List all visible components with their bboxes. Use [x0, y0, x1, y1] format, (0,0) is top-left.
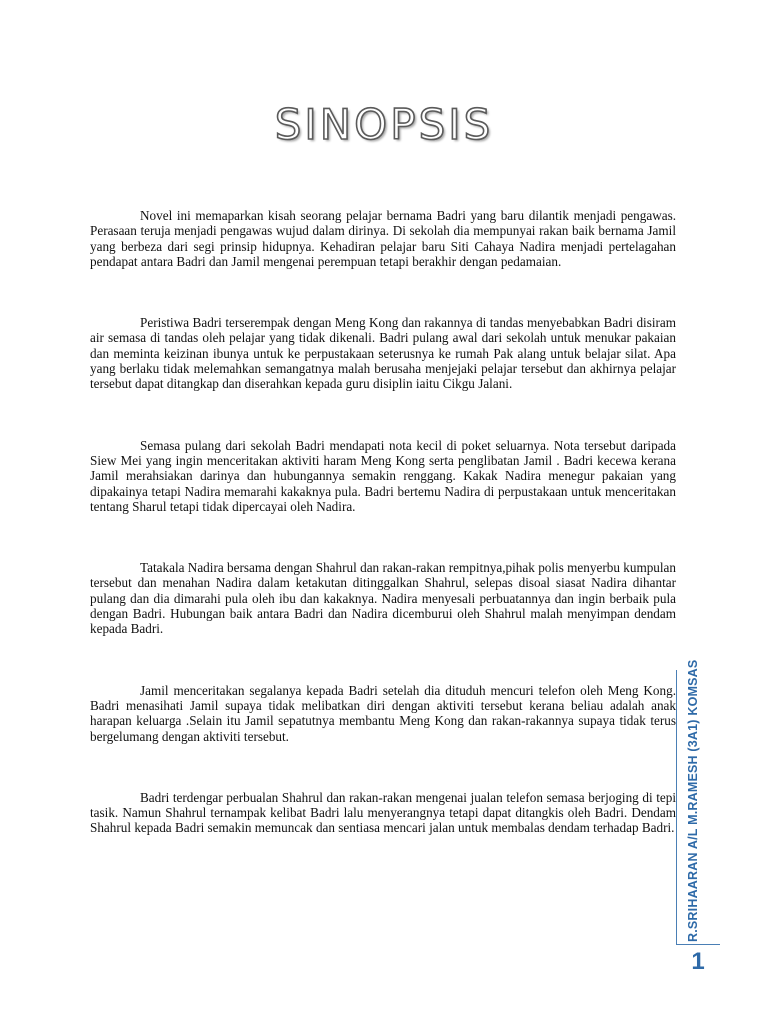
paragraph-4: Tatakala Nadira bersama dengan Shahrul dan rakan-rakan rempitnya,pihak polis menyerbu kumpulan tersebut dan menahan Nadira dalam ketakutan ditinggalkan Shahrul, selepas disoal siasat Nadira dihantar pulang dan dia dimarahi pula oleh ibu dan kakaknya. Nadira menyesali perbuatannya dan ingin berbaik pula dengan Badri. Hubungan baik antara Badri dan Nadira dicemburui oleh Shahrul malah menyimpan dendam kepada Badri.	[90, 560, 676, 637]
sidebar-divider	[676, 670, 677, 944]
paragraph-5: Jamil menceritakan segalanya kepada Badri setelah dia dituduh mencuri telefon oleh Meng Kong. Badri menasihati Jamil supaya tidak melibatkan diri dengan aktiviti tersebut kerana beliau adalah anak harapan keluarga .Selain itu Jamil sepatutnya membantu Meng Kong dan rakan-rakannya supaya tidak terus bergelumang dengan aktiviti tersebut.	[90, 682, 676, 744]
body-text	[90, 208, 676, 836]
footer-rule	[676, 944, 720, 945]
sidebar-author-label: R.SRIHAARAN A/L M.RAMESH (3A1) KOMSAS	[686, 659, 700, 942]
paragraph-2: Peristiwa Badri terserempak dengan Meng Kong dan rakannya di tandas menyebabkan Badri disiram air semasa di tandas oleh pelajar yang tidak dikenali. Badri pulang awal dari sekolah untuk menukar pakaian dan meminta keizinan ibunya untuk ke perpustakaan seterusnya ke rumah Pak alang untuk belajar silat. Apa yang berlaku tidak melemahkan semangatnya malah berusaha menjejaki pelajar tersebut dan akhirnya pelajar tersebut dapat ditangkap dan diserahkan kepada guru disiplin iaitu Cikgu Jalani.	[90, 315, 676, 392]
paragraph-1: Novel ini memaparkan kisah seorang pelajar bernama Badri yang baru dilantik menjadi pengawas. Perasaan teruja menjadi pengawas wujud dalam dirinya. Di sekolah dia mempunyai rakan baik bernama Jamil yang berbeza dari segi prinsip hidupnya. Kehadiran pelajar baru Siti Cahaya Nadira menjadi pertelagahan pendapat antara Badri dan Jamil mengenai perempuan tetapi berakhir dengan pedamaian.	[90, 208, 676, 269]
page-number: 1	[691, 948, 705, 975]
paragraph-6: Badri terdengar perbualan Shahrul dan rakan-rakan mengenai jualan telefon semasa berjoging di tepi tasik. Namun Shahrul ternampak kelibat Badri lalu menyerangnya tetapi dapat ditangkis oleh Badri. Dendam Shahrul kepada Badri semakin memuncak dan sentiasa mencari jalan untuk membalas dendam terhadap Badri.	[90, 789, 676, 836]
page-title: SINOPSIS	[274, 100, 494, 149]
paragraph-3: Semasa pulang dari sekolah Badri mendapati nota kecil di poket seluarnya. Nota tersebut daripada Siew Mei yang ingin menceritakan aktiviti haram Meng Kong serta penglibatan Jamil . Badri kecewa kerana Jamil merahsiakan darinya dan hubungannya semakin renggang. Kakak Nadira menegur pakaian yang dipakainya tetapi Nadira memarahi kakaknya pula. Badri bertemu Nadira di perpustakaan untuk menceritakan tentang Sharul tetapi tidak dipercayai oleh Nadira.	[90, 437, 676, 514]
